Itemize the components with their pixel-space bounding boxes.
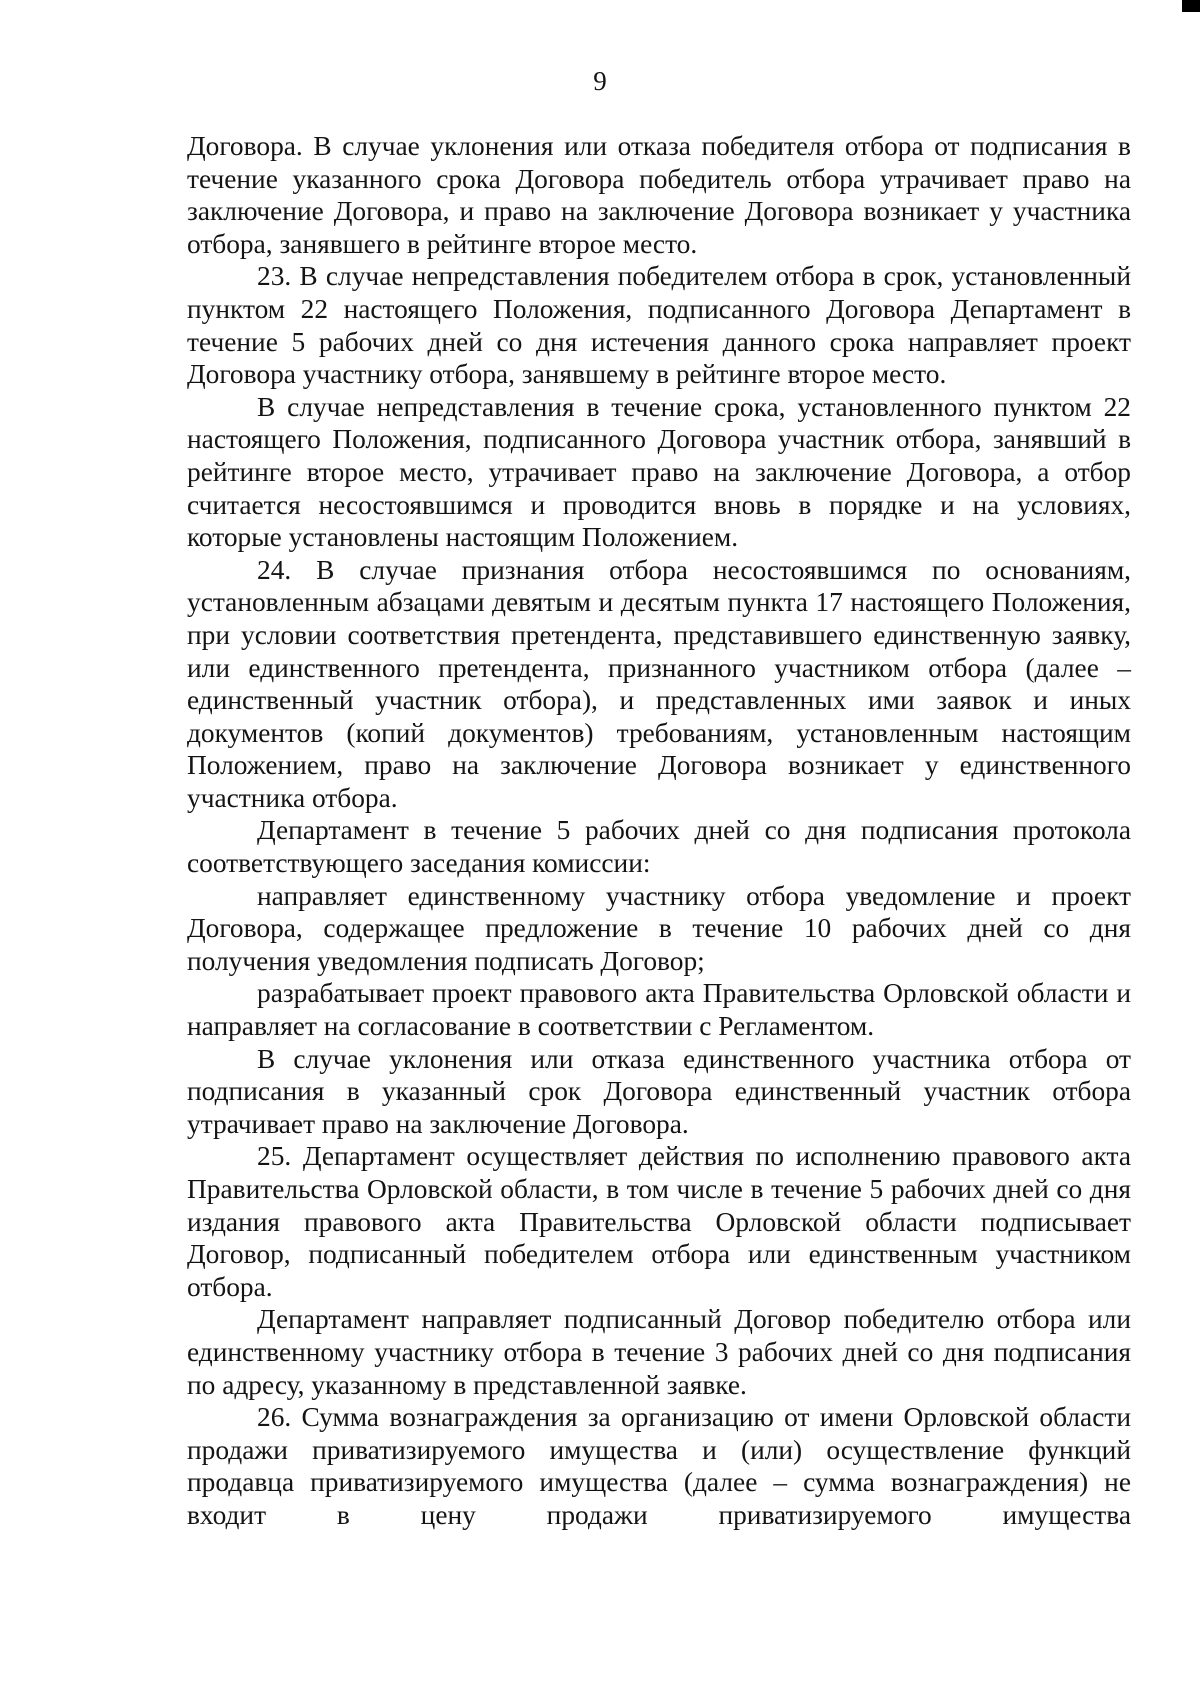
paragraph-item-24-notice: направляет единственному участнику отбора уведомление и проект Договора, содержащее предложение в течение 10 рабочих дней со дня получения уведомления подписать Договор; (187, 880, 1131, 976)
paragraph-item-24: 24. В случае признания отбора несостоявшимся по основаниям, установленным абзацами девятым и десятым пункта 17 настоящего Положения, при условии соответствия претендента, представившего единственную заявку, или единственного претендента, признанного участником отбора (далее – единственный участник отбора), и представленных ими заявок и иных документов (копий документов) требованиям, установленным настоящим Положением, право на заключение Договора возникает у единственного участника отбора. (187, 554, 1131, 813)
paragraph-item-23-second: В случае непредставления в течение срока, установленного пунктом 22 настоящего Положения, подписанного Договора участник отбора, занявший в рейтинге второе место, утрачивает право на заключение Договора, а отбор считается несостоявшимся и проводится вновь в порядке и на условиях, которые установлены настоящим Положением. (187, 391, 1131, 553)
paragraph-item-26: 26. Сумма вознаграждения за организацию от имени Орловской области продажи приватизируемого имущества и (или) осуществление функций продавца приватизируемого имущества (далее – сумма вознаграждения) не входит в цену продажи приватизируемого имущества (187, 1402, 1131, 1530)
paragraph-item-24-evasion: В случае уклонения или отказа единственного участника отбора от подписания в указанный срок Договора единственный участник отбора утрачивает право на заключение Договора. (187, 1043, 1131, 1139)
paragraph-continuation: Договора. В случае уклонения или отказа победителя отбора от подписания в течение указанного срока Договора победитель отбора утрачивает право на заключение Договора, и право на заключение Договора возникает у участника отбора, занявшего в рейтинге второе место. (187, 131, 1131, 259)
paragraph-item-23: 23. В случае непредставления победителем отбора в срок, установленный пунктом 22 настоящего Положения, подписанного Договора Департамент в течение 5 рабочих дней со дня истечения данного срока направляет проект Договора участнику отбора, занявшему в рейтинге второе место. (187, 261, 1131, 390)
page-number: 9 (593, 66, 607, 96)
paragraph-item-24-department: Департамент в течение 5 рабочих дней со дня подписания протокола соответствующего заседания комиссии: (187, 815, 1131, 879)
scan-corner-mark (1182, 0, 1200, 12)
document-body (187, 130, 1131, 1532)
paragraph-item-25-sending: Департамент направляет подписанный Договор победителю отбора или единственному участнику отбора в течение 3 рабочих дней со дня подписания по адресу, указанному в представленной заявке. (187, 1304, 1131, 1400)
paragraph-item-25: 25. Департамент осуществляет действия по исполнению правового акта Правительства Орловской области, в том числе в течение 5 рабочих дней со дня издания правового акта Правительства Орловской области подписывает Договор, подписанный победителем отбора или единственным участником отбора. (187, 1141, 1131, 1302)
paragraph-item-24-draft-act: разрабатывает проект правового акта Правительства Орловской области и направляет на согласование в соответствии с Регламентом. (187, 978, 1131, 1042)
